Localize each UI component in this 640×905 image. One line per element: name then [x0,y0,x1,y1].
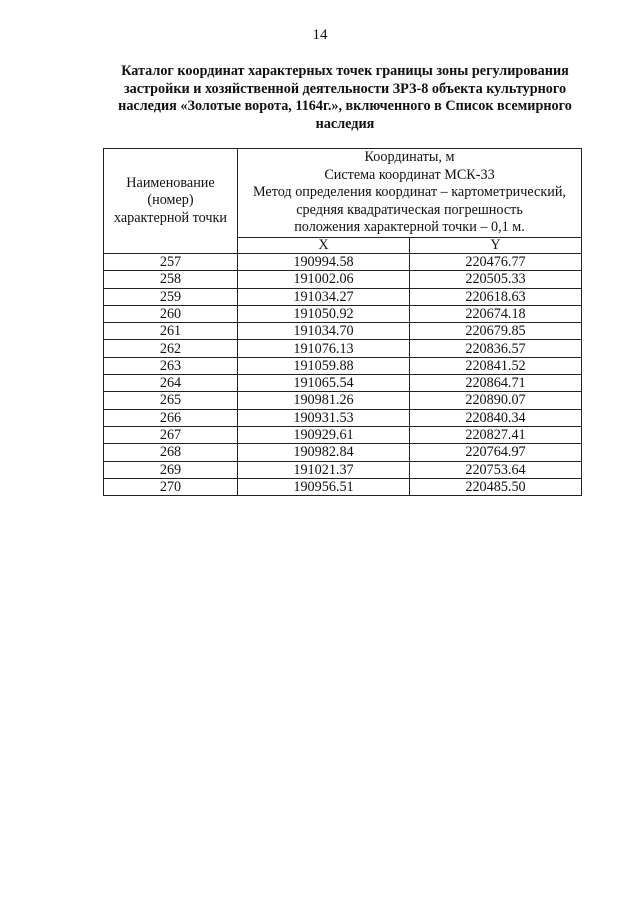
coordinates-table [103,148,582,496]
cell-x: 190982.84 [238,444,410,461]
cell-x: 191034.27 [238,288,410,305]
page-number: 14 [312,27,328,43]
cell-x: 190994.58 [238,253,410,270]
cell-name: 264 [104,375,238,392]
table-row [104,409,582,426]
cell-name: 267 [104,426,238,443]
cell-x: 190981.26 [238,392,410,409]
coordinates-column-header: Координаты, м Система координат МСК-33 Метод определения координат – картометрический, средняя квадратическая погрешность положения характерной точки – 0,1 м. [238,149,582,238]
cell-x: 191076.13 [238,340,410,357]
cell-name: 270 [104,478,238,495]
table-row [104,444,582,461]
table-row [104,392,582,409]
cell-name: 266 [104,409,238,426]
cell-y: 220476.77 [409,253,581,270]
cell-name: 259 [104,288,238,305]
cell-y: 220840.34 [409,409,581,426]
cell-name: 258 [104,271,238,288]
cell-x: 190929.61 [238,426,410,443]
cell-x: 190956.51 [238,478,410,495]
cell-y: 220618.63 [409,288,581,305]
cell-x: 190931.53 [238,409,410,426]
table-row [104,426,582,443]
cell-name: 260 [104,305,238,322]
cell-name: 257 [104,253,238,270]
cell-name: 265 [104,392,238,409]
table-row [104,288,582,305]
cell-y: 220505.33 [409,271,581,288]
cell-y: 220864.71 [409,375,581,392]
table-row [104,357,582,374]
table-body [104,253,582,495]
x-column-header: X [238,237,410,253]
cell-x: 191021.37 [238,461,410,478]
table-row [104,461,582,478]
cell-name: 261 [104,323,238,340]
title-line: застройки и хозяйственной деятельности ЗРЗ-8 объекта культурного [123,80,567,97]
cell-x: 191034.70 [238,323,410,340]
table-row [104,323,582,340]
cell-x: 191065.54 [238,375,410,392]
cell-x: 191050.92 [238,305,410,322]
name-column-header: Наименование (номер) характерной точки [104,149,238,254]
table-row [104,271,582,288]
cell-y: 220890.07 [409,392,581,409]
cell-x: 191059.88 [238,357,410,374]
cell-name: 263 [104,357,238,374]
cell-y: 220836.57 [409,340,581,357]
cell-name: 269 [104,461,238,478]
table-row [104,375,582,392]
cell-x: 191002.06 [238,271,410,288]
cell-y: 220841.52 [409,357,581,374]
table-row [104,305,582,322]
cell-name: 268 [104,444,238,461]
cell-y: 220827.41 [409,426,581,443]
title-line: Каталог координат характерных точек границы зоны регулирования [121,63,569,79]
table-row [104,478,582,495]
title-line: наследия «Золотые ворота, 1164г.», включенного в Список всемирного [118,98,572,115]
cell-name: 262 [104,340,238,357]
cell-y: 220753.64 [409,461,581,478]
cell-y: 220679.85 [409,323,581,340]
cell-y: 220485.50 [409,478,581,495]
document-title [90,63,600,133]
y-column-header: Y [409,237,581,253]
table-row [104,340,582,357]
cell-y: 220674.18 [409,305,581,322]
title-line: наследия [315,115,375,132]
cell-y: 220764.97 [409,444,581,461]
table-row [104,253,582,270]
